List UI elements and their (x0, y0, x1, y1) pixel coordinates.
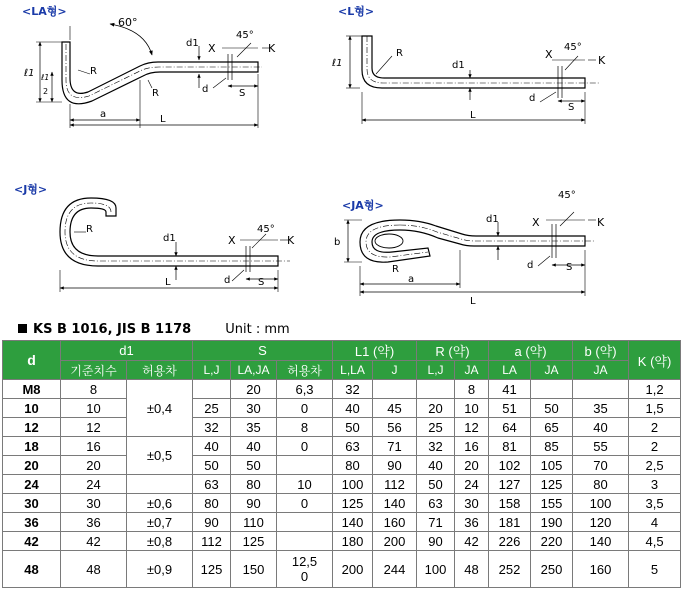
cell-b: 40 (573, 418, 629, 437)
cell-s-tol-empty (277, 532, 333, 551)
cell-r-ja: 10 (455, 399, 489, 418)
cell-d1: 42 (61, 532, 127, 551)
header-d: d (3, 341, 61, 380)
cell-d: 30 (3, 494, 61, 513)
l-d-label: d (529, 93, 536, 104)
ja-angle45-label: 45° (558, 190, 576, 201)
cell-s-tol (277, 551, 333, 588)
cell-s-lj: 112 (193, 532, 231, 551)
cell-s-lj: 125 (193, 551, 231, 588)
header-l1: L1 (약) (333, 341, 417, 361)
sub-a-ja: JA (531, 361, 573, 380)
sub-d1-nominal: 기준치수 (61, 361, 127, 380)
cell-l1-lla: 100 (333, 475, 373, 494)
cell-d1-tol: ±0,9 (127, 551, 193, 588)
cell-k: 3,5 (629, 494, 681, 513)
cell-d: 48 (3, 551, 61, 588)
la-s-label: S (239, 88, 246, 99)
l-s-label: S (568, 102, 575, 113)
ja-r-label: R (392, 264, 399, 275)
la-d1-label: d1 (186, 38, 199, 49)
cell-r-ja: 30 (455, 494, 489, 513)
cell-b: 140 (573, 532, 629, 551)
cell-l1-lla: 63 (333, 437, 373, 456)
cell-s-lj: 40 (193, 437, 231, 456)
cell-d: 24 (3, 475, 61, 494)
ja-type-title: <JA형> (342, 199, 384, 212)
cell-r-lj: 32 (417, 437, 455, 456)
la-type-drawing (36, 24, 270, 128)
cell-d1: 24 (61, 475, 127, 494)
cell-b: 80 (573, 475, 629, 494)
cell-k: 4,5 (629, 532, 681, 551)
header-r: R (약) (417, 341, 489, 361)
j-type-drawing (60, 198, 290, 292)
cell-d1-tol: ±0,4 (127, 380, 193, 437)
la-angle-label: 60° (118, 16, 138, 29)
l-k-label: K (598, 54, 606, 67)
l-bolt-outline (362, 36, 585, 88)
table-row (3, 513, 681, 532)
cell-r-lj: 25 (417, 418, 455, 437)
ja-a-label: a (408, 274, 415, 285)
cell-d: 10 (3, 399, 61, 418)
bullet-square-icon (18, 324, 27, 333)
cell-a-ja: 190 (531, 513, 573, 532)
ja-type-drawing (344, 212, 596, 296)
header-d1: d1 (61, 341, 193, 361)
cell-a-la: 102 (489, 456, 531, 475)
table-row (3, 437, 681, 456)
cell-k: 3 (629, 475, 681, 494)
cell-l1-lla: 200 (333, 551, 373, 588)
la-type-title: <LA형> (22, 5, 67, 18)
cell-l1-j (373, 380, 417, 399)
cell-a-la: 181 (489, 513, 531, 532)
cell-a-la: 64 (489, 418, 531, 437)
la-angle45-label: 45° (236, 30, 254, 41)
cell-l1-j: 90 (373, 456, 417, 475)
cell-a-la: 158 (489, 494, 531, 513)
cell-s-lj (193, 380, 231, 399)
cell-r-lj: 71 (417, 513, 455, 532)
cell-s-laja: 80 (231, 475, 277, 494)
cell-d1: 12 (61, 418, 127, 437)
sub-s-tol: 허용차 (277, 361, 333, 380)
table-row (3, 475, 681, 494)
cell-b: 70 (573, 456, 629, 475)
cell-d1: 10 (61, 399, 127, 418)
cell-l1-j: 112 (373, 475, 417, 494)
table-subheader-row (3, 361, 681, 380)
la-x-label: X (208, 42, 216, 55)
cell-b: 120 (573, 513, 629, 532)
cell-l1-lla: 32 (333, 380, 373, 399)
cell-r-ja: 12 (455, 418, 489, 437)
ja-l-label: L (470, 296, 476, 307)
cell-a-ja: 85 (531, 437, 573, 456)
sub-s-lj: L,J (193, 361, 231, 380)
table-row (3, 551, 681, 588)
cell-d1-tol: ±0,5 (127, 437, 193, 475)
cell-a-ja: 125 (531, 475, 573, 494)
cell-r-ja: 48 (455, 551, 489, 588)
cell-a-ja: 155 (531, 494, 573, 513)
sub-r-ja: JA (455, 361, 489, 380)
cell-d1-tol-empty (127, 475, 193, 494)
sub-l1-lla: L,LA (333, 361, 373, 380)
cell-a-la: 127 (489, 475, 531, 494)
cell-r-ja: 16 (455, 437, 489, 456)
cell-k: 2 (629, 437, 681, 456)
ja-x-label: X (532, 216, 540, 229)
standard-text: KS B 1016, JIS B 1178 (33, 322, 192, 337)
cell-r-ja: 8 (455, 380, 489, 399)
cell-r-lj (417, 380, 455, 399)
l-x-label: X (545, 48, 553, 61)
l-l-label: L (470, 110, 476, 121)
cell-l1-lla: 140 (333, 513, 373, 532)
sub-s-laja: LA,JA (231, 361, 277, 380)
cell-l1-lla: 50 (333, 418, 373, 437)
cell-s-tol-empty (277, 513, 333, 532)
cell-d1: 48 (61, 551, 127, 588)
cell-l1-j: 45 (373, 399, 417, 418)
table-row (3, 418, 681, 437)
standard-line (18, 322, 290, 337)
l-r-label: R (396, 48, 403, 59)
j-type-title: <J형> (14, 183, 48, 196)
cell-s-tol: 10 (277, 475, 333, 494)
cell-s-laja: 90 (231, 494, 277, 513)
cell-r-ja: 24 (455, 475, 489, 494)
cell-k: 1,2 (629, 380, 681, 399)
cell-s-lj: 50 (193, 456, 231, 475)
ja-d-label: d (527, 260, 534, 271)
la-r1-label: R (90, 66, 97, 77)
unit-text: Unit : mm (225, 322, 290, 337)
cell-l1-j: 56 (373, 418, 417, 437)
sub-d1-tol: 허용차 (127, 361, 193, 380)
cell-l1-lla: 180 (333, 532, 373, 551)
cell-a-ja (531, 380, 573, 399)
la-r2-label: R (152, 88, 159, 99)
cell-d1: 8 (61, 380, 127, 399)
l-d1-label: d1 (452, 60, 465, 71)
cell-l1-j: 160 (373, 513, 417, 532)
cell-s-tol: 0 (277, 399, 333, 418)
cell-d: M8 (3, 380, 61, 399)
cell-r-ja: 20 (455, 456, 489, 475)
cell-b: 55 (573, 437, 629, 456)
cell-a-la: 81 (489, 437, 531, 456)
cell-l1-lla: 40 (333, 399, 373, 418)
la-a-label: a (100, 109, 107, 120)
sub-l1-j: J (373, 361, 417, 380)
cell-s-lj: 32 (193, 418, 231, 437)
ja-b-label: b (334, 237, 341, 248)
header-k: K (약) (629, 341, 681, 380)
cell-l1-lla: 125 (333, 494, 373, 513)
ja-k-label: K (597, 216, 605, 229)
cell-l1-j: 140 (373, 494, 417, 513)
cell-s-tol: 8 (277, 418, 333, 437)
cell-k: 5 (629, 551, 681, 588)
cell-d1: 36 (61, 513, 127, 532)
cell-d: 36 (3, 513, 61, 532)
la-l-label: L (160, 114, 166, 125)
la-d-label: d (202, 84, 209, 95)
cell-b: 100 (573, 494, 629, 513)
j-d-label: d (224, 275, 231, 286)
cell-s-laja: 110 (231, 513, 277, 532)
table-row (3, 456, 681, 475)
cell-r-lj: 50 (417, 475, 455, 494)
cell-s-laja: 40 (231, 437, 277, 456)
j-d1-label: d1 (163, 233, 176, 244)
l-l1-label: ℓ1 (332, 58, 343, 69)
table-row (3, 494, 681, 513)
table-row (3, 532, 681, 551)
cell-d: 18 (3, 437, 61, 456)
cell-a-ja: 50 (531, 399, 573, 418)
header-s: S (193, 341, 333, 361)
cell-k: 2,5 (629, 456, 681, 475)
cell-s-laja: 35 (231, 418, 277, 437)
cell-s-laja: 50 (231, 456, 277, 475)
cell-r-lj: 20 (417, 399, 455, 418)
cell-b: 35 (573, 399, 629, 418)
cell-s-lj: 63 (193, 475, 231, 494)
l-angle45-label: 45° (564, 42, 582, 53)
cell-s-lj: 80 (193, 494, 231, 513)
cell-a-la: 226 (489, 532, 531, 551)
cell-s-tol-empty (277, 456, 333, 475)
la-half-num: ℓ1 (41, 73, 50, 82)
cell-s-lj: 25 (193, 399, 231, 418)
cell-s-lj: 90 (193, 513, 231, 532)
sub-b-ja: JA (573, 361, 629, 380)
j-l-label: L (165, 277, 171, 288)
sub-r-lj: L,J (417, 361, 455, 380)
spec-table (2, 340, 681, 588)
la-k-label: K (268, 42, 276, 55)
cell-d1-tol: ±0,6 (127, 494, 193, 513)
j-s-label: S (258, 277, 265, 288)
header-a: a (약) (489, 341, 573, 361)
cell-k: 4 (629, 513, 681, 532)
cell-r-lj: 40 (417, 456, 455, 475)
cell-l1-j: 71 (373, 437, 417, 456)
cell-s-laja: 30 (231, 399, 277, 418)
cell-l1-lla: 80 (333, 456, 373, 475)
cell-a-ja: 250 (531, 551, 573, 588)
cell-a-la: 252 (489, 551, 531, 588)
cell-d: 20 (3, 456, 61, 475)
table-row (3, 399, 681, 418)
cell-s-laja: 150 (231, 551, 277, 588)
cell-s-tol: 6,3 (277, 380, 333, 399)
cell-a-ja: 105 (531, 456, 573, 475)
cell-a-ja: 65 (531, 418, 573, 437)
j-r-label: R (86, 224, 93, 235)
cell-d1-tol: ±0,8 (127, 532, 193, 551)
s-tol-upper: 12,5 (291, 554, 318, 569)
cell-d1: 20 (61, 456, 127, 475)
table-row (3, 380, 681, 399)
cell-r-ja: 36 (455, 513, 489, 532)
cell-b (573, 380, 629, 399)
j-k-label: K (287, 234, 295, 247)
j-angle45-label: 45° (257, 224, 275, 235)
cell-k: 2 (629, 418, 681, 437)
cell-l1-j: 200 (373, 532, 417, 551)
cell-a-la: 41 (489, 380, 531, 399)
cell-l1-j: 244 (373, 551, 417, 588)
sub-a-la: LA (489, 361, 531, 380)
cell-a-la: 51 (489, 399, 531, 418)
cell-r-lj: 100 (417, 551, 455, 588)
cell-b: 160 (573, 551, 629, 588)
cell-r-lj: 90 (417, 532, 455, 551)
cell-d: 42 (3, 532, 61, 551)
cell-s-laja: 20 (231, 380, 277, 399)
j-x-label: X (228, 234, 236, 247)
ja-s-label: S (566, 262, 573, 273)
table-header-row (3, 341, 681, 361)
l-type-title: <L형> (338, 5, 375, 18)
cell-s-tol: 0 (277, 437, 333, 456)
cell-r-lj: 63 (417, 494, 455, 513)
cell-a-ja: 220 (531, 532, 573, 551)
ja-d1-label: d1 (486, 214, 499, 225)
cell-d1: 16 (61, 437, 127, 456)
cell-r-ja: 42 (455, 532, 489, 551)
la-half-den: 2 (43, 87, 49, 96)
cell-d1-tol: ±0,7 (127, 513, 193, 532)
la-l1-label: ℓ1 (24, 68, 35, 79)
cell-s-laja: 125 (231, 532, 277, 551)
s-tol-lower: 0 (300, 569, 309, 584)
cell-d1: 30 (61, 494, 127, 513)
cell-d: 12 (3, 418, 61, 437)
header-b: b (약) (573, 341, 629, 361)
cell-s-tol: 0 (277, 494, 333, 513)
cell-k: 1,5 (629, 399, 681, 418)
